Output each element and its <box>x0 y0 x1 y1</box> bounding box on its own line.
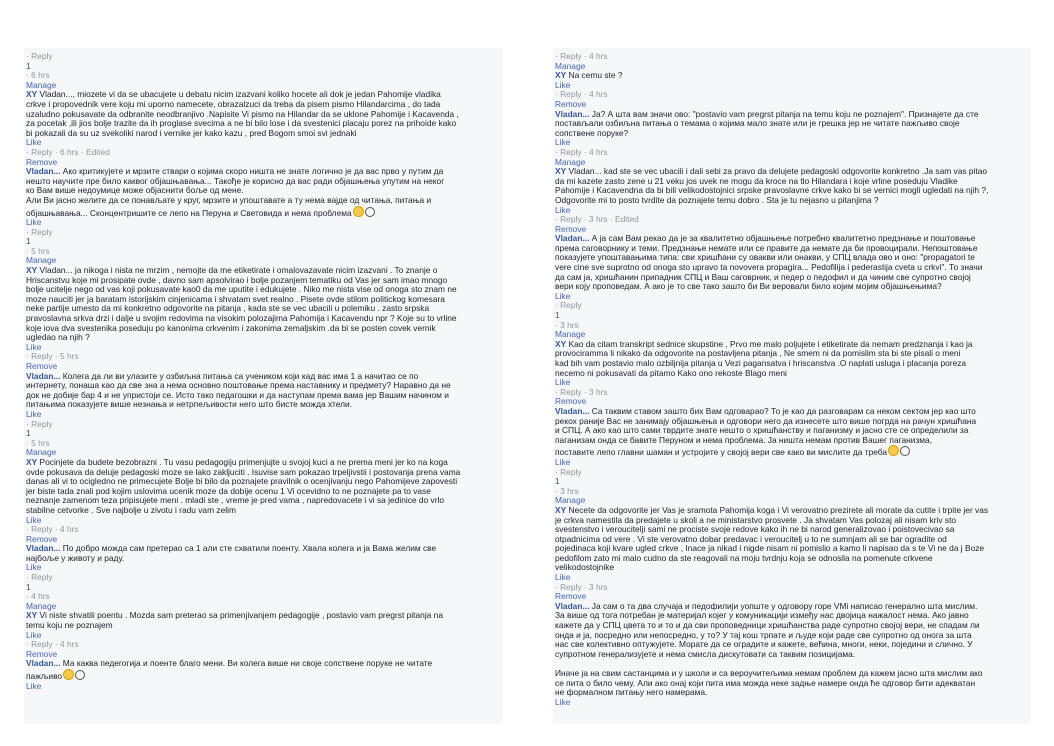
comment-text-line: crkve i propovednik vere koju mi uporno namecete, obrazalzuci da treba da pisem pismo Hilandarcima , do tada <box>26 99 441 109</box>
comment-text-line: kad bih vam postavio malo ozbiljnija pitanja u Vezi pagansatva i hriscanstva .O naplati usluga i placanja poreza <box>555 359 967 368</box>
comment-text-line: нешто научите пре било каквог објашњавања... Такође је корисно да вас ради објашњења упутим на неког <box>26 176 445 186</box>
comment-text-line: Hriscanstvu koje mi prosipate ovde , davno sam apsolvirao i bolje pozanjem tematiku od Vas jer sam imao mnogo <box>26 275 448 285</box>
comment-text-line: поставите лепо главни шаман и устројите у својој вери све како ви мислите да треба <box>555 447 888 458</box>
comment-text-line: Vladan... ja nikoga i nista ne mrzim , nemojte da me etiketirate i omalovazavate nicim izazvani . To znanje o <box>39 266 438 276</box>
comment-text-line: рекох раније Вас не занимају објашњења и одговори него да изнесете што више погрда на рачун хришћана <box>555 416 977 426</box>
comment-text-line: Pocinjete da budete bezobrazni . Tu vasu pedagogiju primenjujte u svojoj kuci a ne prema meni jer ko na koga <box>39 457 448 467</box>
comment-text-line: svestenstvo i veroucitelji sami ne prociste svoje redove kako ih ne bi narod generalizovao i poistovecivao sa <box>555 525 955 535</box>
comment-text-line: Али Ви јасно желите да се понављате у круг, мрзите и упоштавате а ту нема ваjде од читања, питања и <box>26 195 432 205</box>
like-link[interactable]: Like <box>555 457 571 467</box>
comment-text-line: je crkva namestila da predajete u skoli a ne ministarstvo prosvete . Ja shvatam Vas polozaj ali nisam kriv sto <box>555 515 957 525</box>
comment-text-line: za pocetak ,ili jios bolje trazite da ih proglase svecima a ne bi bilo lose i da svestenici placaju porez na prihoide kako <box>26 119 457 129</box>
comment-text-line: онда и ја, посредно или непосредно, у то? У тај кош трпате и људе који раде све супротно од онога за шта <box>555 630 972 640</box>
remove-link[interactable]: Remove <box>26 362 58 371</box>
comment-meta-reply[interactable]: · Reply · 4 hrs <box>26 640 79 650</box>
comment-text-line: koje iova dva svestenika poseduju po kanonima crkvenim i zakonima zemaljskim .da bi se posten covek vernik <box>26 323 436 333</box>
smiley-outline-icon <box>75 670 85 680</box>
manage-link[interactable]: Manage <box>555 330 586 340</box>
comment-text-line: и СПЦ. А ако као што сами тврдите знате нешто о хришћанству и паганизму и јасно сте се определили за <box>555 426 969 436</box>
comment-meta-reply[interactable]: · Reply · 6 hrs · Edited <box>26 147 110 157</box>
manage-link[interactable]: Manage <box>555 157 586 167</box>
comment-text-line: вери коју проповедам. А ако је то све тако зашто би Ви веровали било којим мојим објашњењима? <box>555 282 942 292</box>
smiley-emoji-icon <box>353 206 364 217</box>
comment-text-line: neke partije umesto da mi konkretno odgovorite na pitanja , kada ste se vec ubacili u polemiku . zasto srpska <box>26 304 430 314</box>
comment-block <box>26 90 500 138</box>
comment-text-line: ugledao na njih ? <box>26 333 90 343</box>
remove-link[interactable]: Remove <box>26 534 58 544</box>
comment-text-line: док не добије бар 4 и не упристоји се. Исто тако педагошки и да наступам према вама јер Вашим начином и <box>26 390 449 400</box>
comment-text-line: danas ali vi to ocigledno ne primecujete Bolje bi bilo da poznajete pravilnik o ocenjivanju nego Pahomijeve zapovesti <box>26 477 458 487</box>
comment-meta-reply[interactable]: · 6 hrs <box>26 71 50 81</box>
comment-text-line: provociramma li nikako da odgovorite na postavljena pitanja , Ne smem ni da pomislim sta bi ste pisali o meni <box>555 349 961 359</box>
comment-author[interactable]: Vladan... <box>26 659 61 669</box>
comment-block <box>26 167 500 218</box>
comment-block <box>26 611 500 630</box>
smiley-emoji-icon <box>63 669 74 680</box>
comment-author[interactable]: Vladan... <box>26 371 61 381</box>
comment-author[interactable]: XY <box>555 339 567 349</box>
comment-meta-reply[interactable]: · Reply · 3 hrs <box>555 387 608 397</box>
like-link[interactable]: Like <box>26 515 42 525</box>
comment-text-line: показујете упоштавањима типа: сви хришћани су овакви или онакви, у СПЦ влада ово и оно: "propagatori te <box>555 253 975 263</box>
remove-link[interactable]: Remove <box>555 592 587 602</box>
comment-meta-reply[interactable]: · 5 hrs <box>26 246 50 256</box>
comment-text-line: За више од тога потребан је материјал којег у комуникацији између нас двојица нажалост нема. Ако јавно <box>555 611 969 621</box>
comment-author[interactable]: Vladan... <box>26 167 61 177</box>
comment-meta-reply[interactable]: · Reply <box>26 419 53 429</box>
comment-text-line: објашњавања... Сконцентришите се лепо на Перуна и Световида и нема проблема <box>26 207 352 218</box>
comment-meta-reply[interactable]: · Reply <box>26 573 53 583</box>
comment-meta-reply[interactable]: · 3 hrs <box>555 320 579 330</box>
comment-text-line: паганизам онда се бавите Перуном и нема проблема. Ја ништа немам против Вашег паганизма, <box>555 435 933 445</box>
left-comment-panel <box>24 48 502 724</box>
comment-text-line: pedofilom zato mi malo cudno da ste reagovali na moju tvrdnju koja se odnosila na pomenute crkvene <box>555 553 933 563</box>
like-link[interactable]: Like <box>26 138 42 148</box>
comment-text-line: да сам ја, хришћанин припадник СПЦ и Ваш саговрник, и педер о педофил и да чиним све супротно својој <box>555 272 971 282</box>
comment-meta-reply[interactable]: · Reply <box>26 227 53 237</box>
comment-meta-reply[interactable]: · Reply <box>26 52 53 61</box>
comment-text-line: necemo ni pokusavati da pitamo Kako ono rekoste Blago meni <box>555 368 787 378</box>
comment-text-line: Ја сам о та два случаја и педофилији уопште у одговору горе VMi написао генерално шта мислим. <box>591 601 978 611</box>
smiley-outline-icon <box>365 207 375 217</box>
comment-text-line: пажљиво <box>26 671 63 681</box>
comment-text-line: Колега да ли ви улазите у озбиљна питања са учеником који кад вас има 1 а начитао се по <box>62 371 419 381</box>
like-link[interactable]: Like <box>26 409 42 419</box>
like-link[interactable]: Like <box>26 681 42 691</box>
comment-text-line: супротном генерализујете и нема смисла дискутовати са таквим позицијама. <box>555 649 856 659</box>
like-count: 1 <box>555 477 560 487</box>
comment-meta-reply[interactable]: · 4 hrs <box>26 592 50 602</box>
comment-block <box>26 458 500 516</box>
like-link[interactable]: Like <box>555 80 571 90</box>
comment-text-line: не формалном питању него намерама. <box>555 688 708 698</box>
comment-text-line: bi pokazali da su uz svekoliki narod i vernike jer kako kazu , pred Bogom smoi svi jednaki <box>26 128 357 138</box>
comment-text-line: питањима показујете више незнања и нетрпељивости него што бисте можда хтели. <box>26 400 353 410</box>
comment-text-line: Иначе ја на свим састанцима и у школи и са вероучитељима немам проблем да кажем јасно шта мислим ако <box>555 669 983 678</box>
comment-author[interactable]: XY <box>555 71 567 81</box>
comment-text-line: pojedinaca koji kvare ugled crkve , Inace ja nikad i nigde nisam ni pomislio a kamo li napisao da s te Vi ne da j Boze <box>555 544 985 554</box>
comment-meta-reply[interactable]: · 3 hrs <box>555 486 579 496</box>
comment-author[interactable]: Vladan... <box>26 544 61 554</box>
comment-block <box>555 407 1028 458</box>
comment-text-line: постављали озбиљна питања о темама о којима мало знате или је грешка јер не читате пажљиво своје <box>555 119 960 129</box>
comment-text-line: Odgovorite mi to posto tvrdite da poznajete temu dobro . Sta je tu nejasno u pitanjima ? <box>555 195 879 205</box>
like-link[interactable]: Like <box>555 697 571 707</box>
comment-text-line: jer biste tada znali pod kojim uslovima ucenik moze da dobije ocenu 1 Vi ocevidno to ne poznajete pa to vase <box>26 486 431 496</box>
comment-block <box>555 167 1028 205</box>
comment-meta-reply[interactable]: · Reply · 4 hrs <box>555 90 608 100</box>
comment-text-line: Na cemu ste ? <box>568 71 623 81</box>
smiley-emoji-icon <box>888 445 899 456</box>
remove-link[interactable]: Remove <box>26 157 58 167</box>
comment-text-line: ovde pokusava da deluje pedagoski moze se lako zakljuciti . Isuvise sam pokazao trpeljivstii i postovanja prena vama <box>26 467 461 477</box>
comment-meta-reply[interactable]: · 5 hrs <box>26 438 50 448</box>
comment-block <box>26 544 500 563</box>
right-comment-panel <box>553 48 1030 724</box>
comment-text-line: temu koju ne poznajem <box>26 621 113 631</box>
comment-block <box>26 659 500 681</box>
comment-text-line: А ја сам Вам рекао да је за квалитетно објашњење потребно квалитетно предзнање и поштовање <box>591 234 976 244</box>
comment-meta-reply[interactable]: · Reply · 4 hrs <box>555 147 608 157</box>
comment-text-line: кажете да у СПЦ цвета то и то и да сви проповедници хришћанства раде супротно својој вери, не спадам ли <box>555 621 980 631</box>
like-link[interactable]: Like <box>555 573 571 583</box>
comment-block <box>555 340 1028 378</box>
comment-text-line: ко Вам више недоумице може објаснити боље од мене. <box>26 186 244 196</box>
comment-author[interactable]: Vladan... <box>555 234 590 244</box>
comment-author[interactable]: XY <box>555 505 567 515</box>
comment-author[interactable]: Vladan... <box>555 406 590 416</box>
comment-block <box>555 71 1028 81</box>
manage-link[interactable]: Manage <box>555 61 586 71</box>
comment-text-line: нас све колективно оптужујете. Морате да се оградите и кажете, већина, многи, неки, поједини и слично. У <box>555 640 973 650</box>
like-link[interactable]: Like <box>555 378 571 388</box>
comment-text-line: Vladan... kad ste se vec ubacili i dali sebi za pravo da delujete pedagoski odgovorite konkretno .Ja sam vas pitao <box>568 167 988 177</box>
comment-text-line: Pahomije i Kacavendna da bi bili velikodostojnici srpske pravoslavne crkve kako bi se vernici mogli ugledati na njih ?, <box>555 186 989 196</box>
comment-text-line: neznanje zamenom teza pripisujete meni . mladi ste , vreme je pred vama , napredovacete i vi sa jedinice do vrlo <box>26 496 445 506</box>
comment-text-line <box>555 659 557 668</box>
comment-text-line: Kao da citam transkript sednice skupstine , Prvo me malo poljujete i etiketirate da nemam predznanja i kao ja <box>568 339 973 349</box>
comment-text-line: stabilne cetvorke . Sve najbolje u zivotu i radu vam zelim <box>26 505 236 515</box>
like-link[interactable]: Like <box>26 342 42 352</box>
comment-block <box>555 110 1028 139</box>
comment-author[interactable]: XY <box>555 167 567 177</box>
comment-text-line: сопствене поруке? <box>555 128 629 138</box>
comment-text-line: Vi niste shvatili poentu . Mozda sam preterao sa primenjivanjem pedagogije , postavio vam pregrst pitanja na <box>39 611 443 621</box>
comment-meta-reply[interactable]: · Reply · 3 hrs <box>555 582 608 592</box>
comment-meta-reply[interactable]: · Reply · 4 hrs <box>555 52 608 61</box>
comment-text-line: Ма каква педегогија и поенте благо мени. Ви колега више ни своје сопствене поруке не читате <box>62 659 433 669</box>
like-link[interactable]: Like <box>555 205 571 215</box>
comment-meta-reply[interactable]: · Reply · 4 hrs <box>26 525 79 535</box>
comment-text-line: Necete da odgovorite jer Vas je sramota Pahomija koga i Vi verovatno prezirete ali morate da cutite i trpite jer vas <box>568 505 989 515</box>
like-count: 1 <box>555 311 560 321</box>
comment-text-line: Са таквим ставом зашто бих Вам одговарао? То је као да разговарам са неком сектом јер као што <box>591 406 976 416</box>
comment-text-line: По добро можда сам претерао са 1 али сте схватили поенту. Хвала колега и ја Вама желим све <box>62 544 437 554</box>
comment-author[interactable]: Vladan... <box>555 109 590 119</box>
comment-author[interactable]: XY <box>26 266 38 276</box>
comment-text-line: најбоље у животу и раду. <box>26 553 125 563</box>
comment-author[interactable]: Vladan... <box>555 601 590 611</box>
like-count: 1 <box>26 429 31 439</box>
like-count: 1 <box>26 61 31 71</box>
like-count: 1 <box>26 582 31 592</box>
comment-meta-reply[interactable]: · Reply <box>555 301 582 311</box>
remove-link[interactable]: Remove <box>555 99 587 109</box>
comment-author[interactable]: XY <box>26 457 38 467</box>
comment-text-line: Ако критикујете и мрзите ствари о којима скоро ништа не знате логично је да вас прво у путим да <box>62 167 444 177</box>
comment-author[interactable]: XY <box>26 611 38 621</box>
comment-text-line: velikodostojnike <box>555 563 615 573</box>
comment-meta-reply[interactable]: · Reply · 3 hrs · Edited <box>555 215 639 225</box>
comment-block <box>555 506 1028 573</box>
like-link[interactable]: Like <box>26 218 42 228</box>
like-link[interactable]: Like <box>26 630 42 640</box>
comment-text-line: otpadnicima od vere . Vi ste verovatno dobar predavac i veroucitelj u to ne sumnjam ali se bar ogradite od <box>555 534 947 544</box>
manage-link[interactable]: Manage <box>26 256 57 266</box>
comment-meta-reply[interactable]: · Reply · 5 hrs <box>26 352 79 362</box>
comment-text-line: pravoslavna srkva drzi i dalje u svojim redovima na visokim polozajima Pahomija i Kacavendu npr ? Koje su to vrline <box>26 314 457 324</box>
comment-text-line: vere cine sve suprotno od onoga sto upravo ta novovera propagira... Pedofilija i pederastija cveta u crkvi". То значи <box>555 263 983 273</box>
comment-author[interactable]: XY <box>26 90 38 100</box>
comment-text-line: према саговорнику и теми. Предзнање немате или се правите да немате да би провоцирали. Непоштовање <box>555 243 978 253</box>
comment-text-line: се пита о било чему. Али ако онај који пита има можда неке задње намере онда ће одговор бити адекватан <box>555 678 976 688</box>
like-link[interactable]: Like <box>555 291 571 301</box>
like-link[interactable]: Like <box>26 563 42 573</box>
smiley-outline-icon <box>900 446 910 456</box>
comment-text-line: da mi kazete zasto zene u 21 veku jos uvek ne mogu da kroce na tlo Hilandara i koje vrline poseduju Vladike <box>555 176 958 186</box>
comment-block <box>555 234 1028 292</box>
like-link[interactable]: Like <box>555 138 571 148</box>
comment-text-line: moze nauciti jer ja baratam istorijskim cinjenicama i shvatam svet realno . Pisete ovde stilom politickog komesara <box>26 294 445 304</box>
manage-link[interactable]: Manage <box>26 80 57 90</box>
comment-text-line: интернету, понаша као да све зна а нема основно поштовање према наставнику и предмету? Наравно да не <box>26 381 451 391</box>
remove-link[interactable]: Remove <box>26 649 58 659</box>
comment-text-line: bolje ucitelje nego od vas koji pokusavate kao0 da me uputite i edukujete . Niko me nista vise od onoga sto znam ne <box>26 285 457 295</box>
comment-meta-reply[interactable]: · Reply <box>555 467 582 477</box>
remove-link[interactable]: Remove <box>555 224 587 234</box>
comment-text-line: uzaludno pokusavate da odbranite neodbranjivo .Napisite Vi pismo na Hilandar da se uklone Pahomije i Kacavenda , <box>26 109 459 119</box>
comment-block <box>26 372 500 410</box>
comment-block <box>26 266 500 343</box>
manage-link[interactable]: Manage <box>26 448 57 458</box>
comment-text-line: Vladan..., miozete vi da se ubacujete u debatu nicim izazvani koliko hocete ali dok je jedan Pahomije vladika <box>39 90 441 100</box>
comment-text-line: Ја? А шта вам значи ово: "postavio vam pregrst pitanja na temu koju ne poznajem". Признајете да сте <box>591 109 979 119</box>
manage-link[interactable]: Manage <box>555 496 586 506</box>
like-count: 1 <box>26 237 31 247</box>
comment-block <box>555 602 1028 698</box>
manage-link[interactable]: Manage <box>26 601 57 611</box>
remove-link[interactable]: Remove <box>555 397 587 407</box>
